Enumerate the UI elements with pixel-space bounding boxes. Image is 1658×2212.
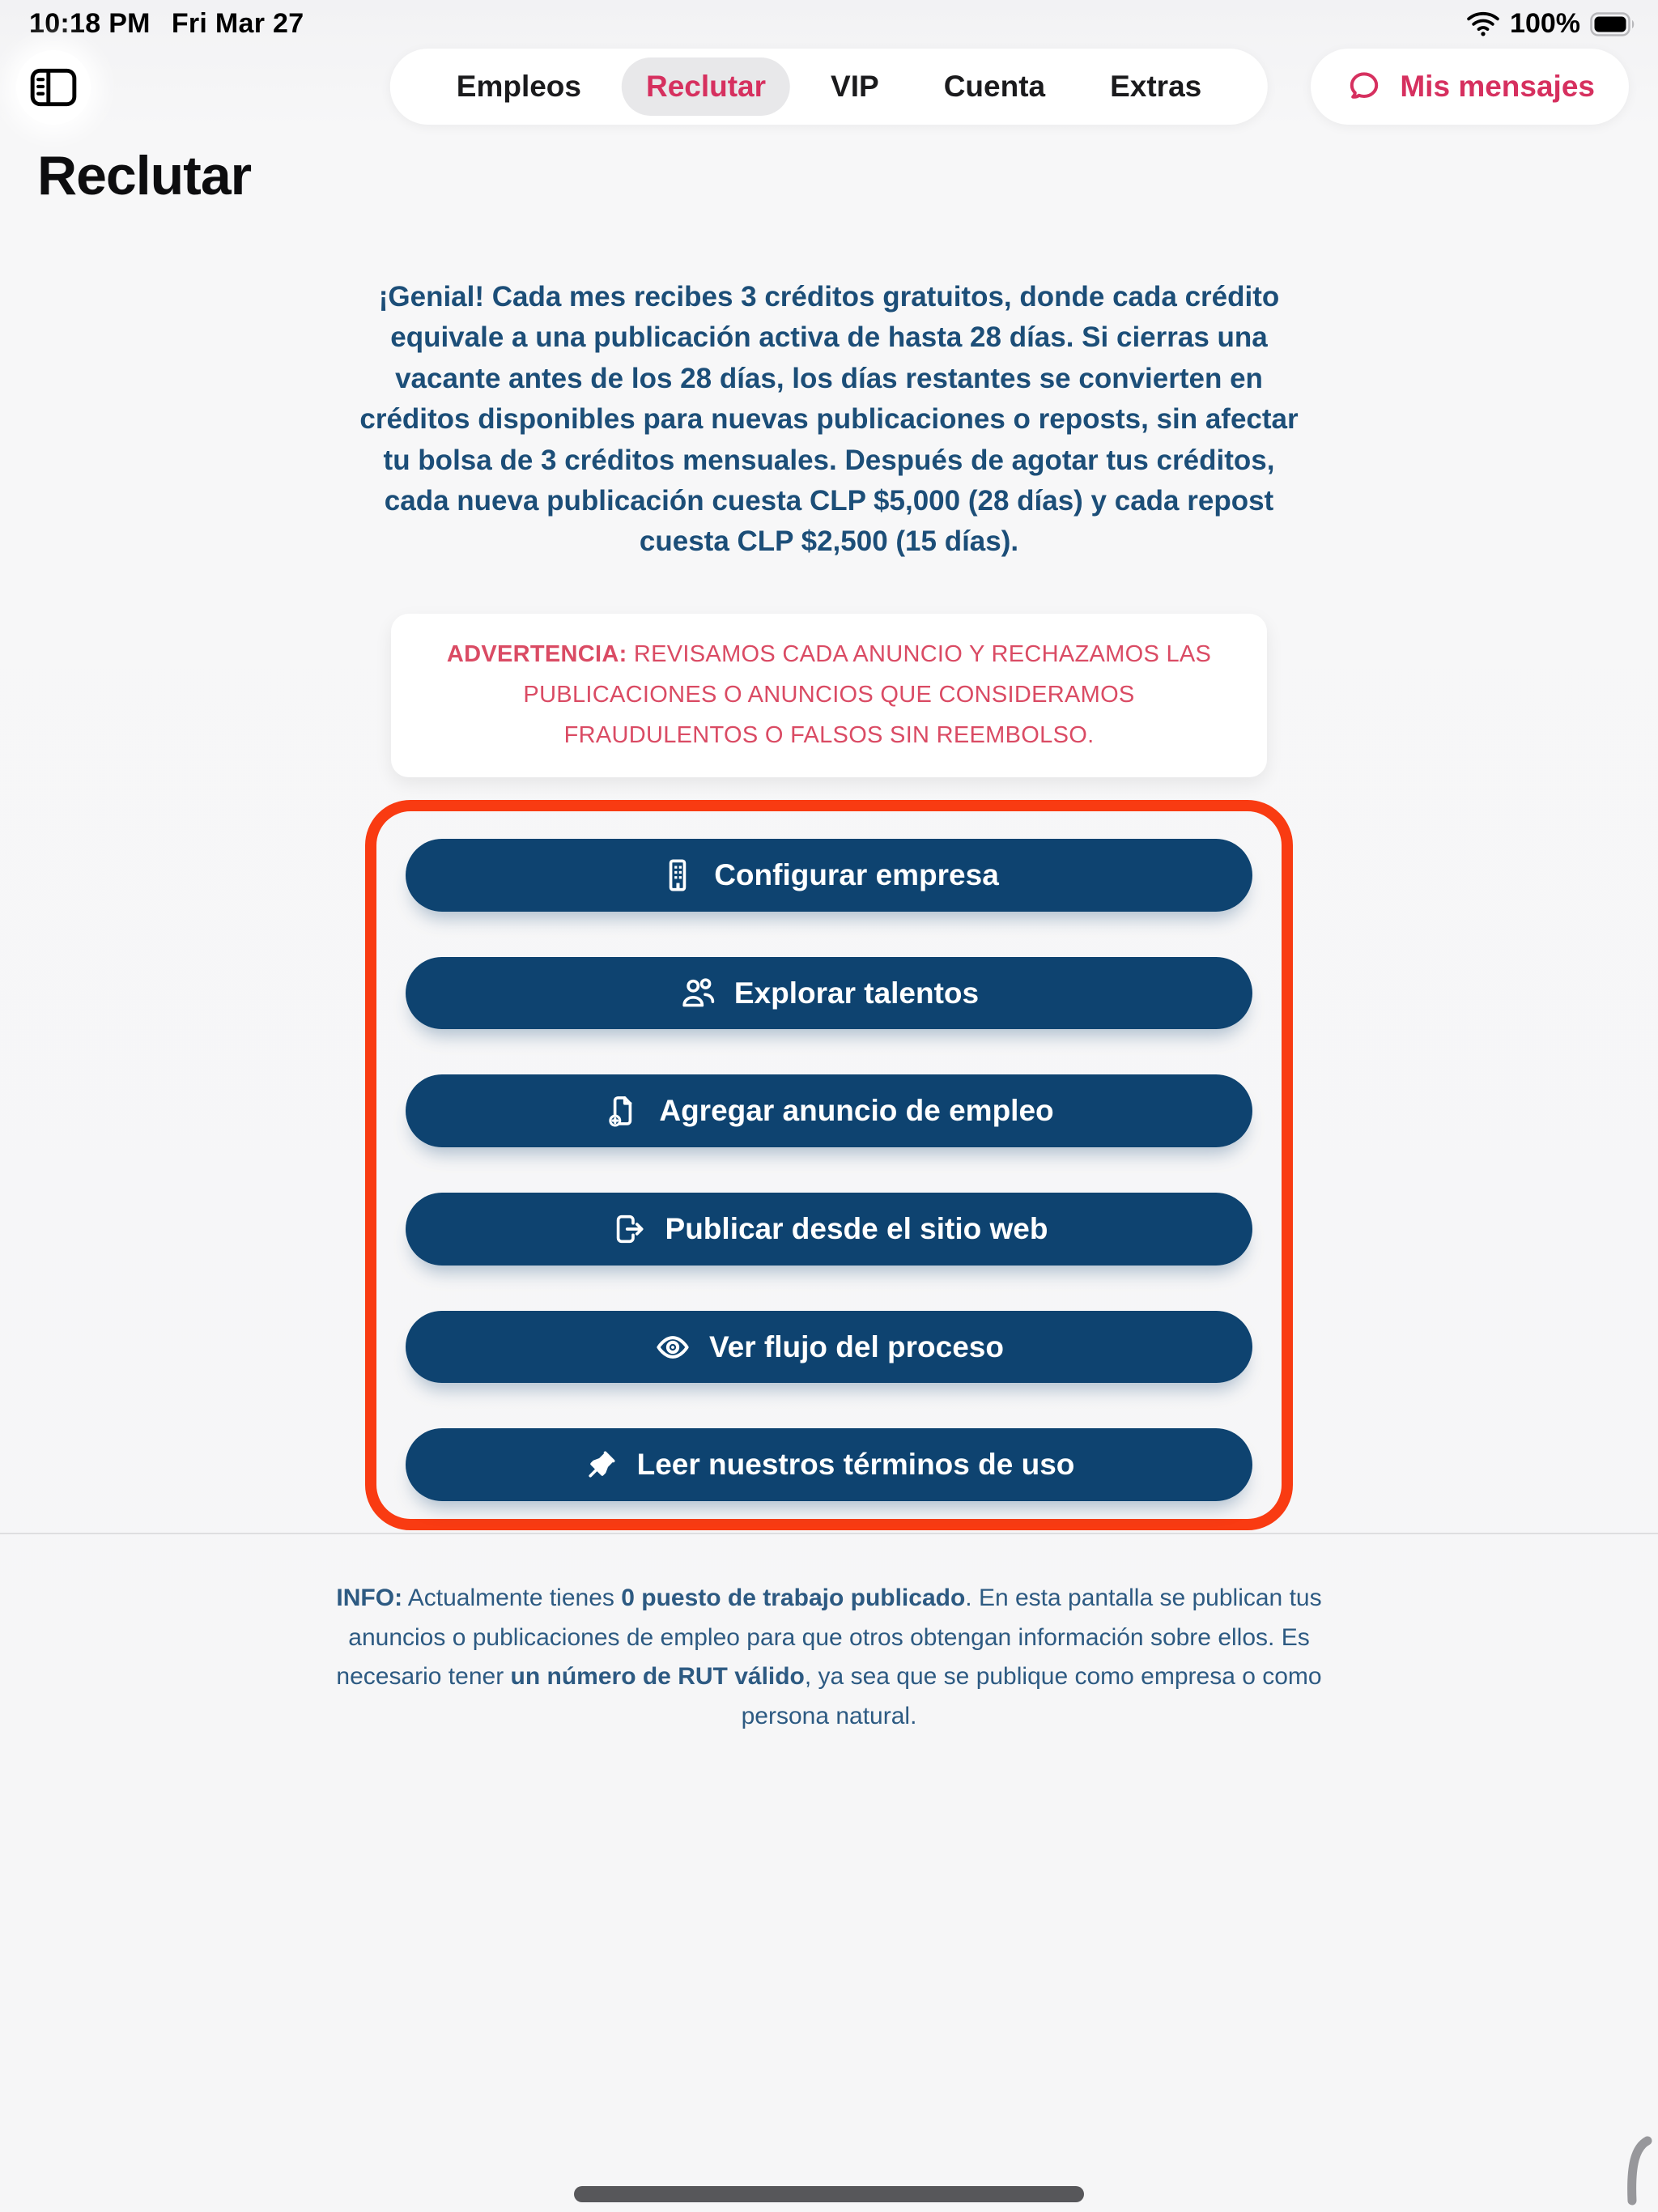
document-add-icon bbox=[604, 1092, 641, 1129]
my-messages-label: Mis mensajes bbox=[1400, 70, 1595, 103]
sidebar-toggle-icon bbox=[28, 66, 79, 108]
publish-from-website-label: Publicar desde el sitio web bbox=[665, 1211, 1048, 1245]
add-job-post-button[interactable] bbox=[406, 1074, 1252, 1147]
read-terms-label: Leer nuestros términos de uso bbox=[636, 1448, 1075, 1482]
credits-intro-text: ¡Genial! Cada mes recibes 3 créditos gratuitos, donde cada crédito equivale a una publicación activa de hasta 28 días. Si cierras una vacante antes de los 28 días, los días restantes se convierten en créditos disponibles para nuevas publicaciones o reposts, sin afectar tu bolsa de 3 créditos mensuales. Después de agotar tus créditos, cada nueva publicación cuesta CLP $5,000 (28 días) y cada repost cuesta CLP $2,500 (15 días). bbox=[359, 281, 1299, 558]
home-indicator[interactable] bbox=[574, 2186, 1084, 2202]
recruit-actions-box bbox=[365, 800, 1293, 1530]
tab-reclutar[interactable]: Reclutar bbox=[622, 57, 790, 116]
battery-percent: 100% bbox=[1510, 8, 1580, 39]
wifi-icon bbox=[1466, 11, 1500, 37]
add-job-post-label: Agregar anuncio de empleo bbox=[659, 1094, 1054, 1128]
scrollbar-corner-indicator bbox=[1621, 2136, 1653, 2209]
section-divider bbox=[0, 1533, 1658, 1534]
people-icon bbox=[679, 975, 716, 1012]
read-terms-button[interactable] bbox=[406, 1428, 1252, 1501]
pin-icon bbox=[584, 1447, 619, 1482]
eye-icon bbox=[654, 1329, 691, 1366]
status-date: Fri Mar 27 bbox=[171, 8, 304, 39]
building-icon bbox=[659, 857, 696, 894]
publish-from-website-button[interactable] bbox=[406, 1193, 1252, 1266]
tab-empleos[interactable]: Empleos bbox=[432, 57, 606, 116]
my-messages-button[interactable] bbox=[1311, 49, 1629, 125]
status-bar bbox=[29, 8, 1637, 40]
tab-vip[interactable]: VIP bbox=[806, 57, 903, 116]
view-process-flow-label: Ver flujo del proceso bbox=[709, 1329, 1004, 1363]
tab-cuenta[interactable]: Cuenta bbox=[920, 57, 1069, 116]
chat-bubble-icon bbox=[1345, 67, 1384, 106]
view-process-flow-button[interactable] bbox=[406, 1311, 1252, 1384]
battery-icon bbox=[1590, 12, 1637, 36]
export-icon bbox=[610, 1210, 648, 1248]
configure-company-button[interactable] bbox=[406, 839, 1252, 912]
info-text: INFO: Actualmente tienes 0 puesto de trabajo publicado. En esta pantalla se publican tus anuncios o publicaciones de empleo para que otros obtengan información sobre ellos. Es necesario tener un número de RUT válido, ya sea que se publique como empresa o como persona natural. bbox=[336, 1585, 1322, 1729]
explore-talents-button[interactable] bbox=[406, 957, 1252, 1030]
tab-extras[interactable]: Extras bbox=[1086, 57, 1226, 116]
warning-text: ADVERTENCIA: REVISAMOS CADA ANUNCIO Y RECHAZAMOS LAS PUBLICACIONES O ANUNCIOS QUE CONSIDERAMOS FRAUDULENTOS O FALSOS SIN REEMBOLSO. bbox=[446, 641, 1212, 748]
top-navigation bbox=[390, 49, 1268, 125]
explore-talents-label: Explorar talentos bbox=[733, 976, 980, 1010]
sidebar-toggle-button[interactable] bbox=[16, 50, 91, 125]
page-title: Reclutar bbox=[37, 145, 252, 206]
warning-card bbox=[391, 614, 1267, 777]
status-time: 10:18 PM bbox=[29, 8, 151, 39]
configure-company-label: Configurar empresa bbox=[714, 857, 999, 891]
